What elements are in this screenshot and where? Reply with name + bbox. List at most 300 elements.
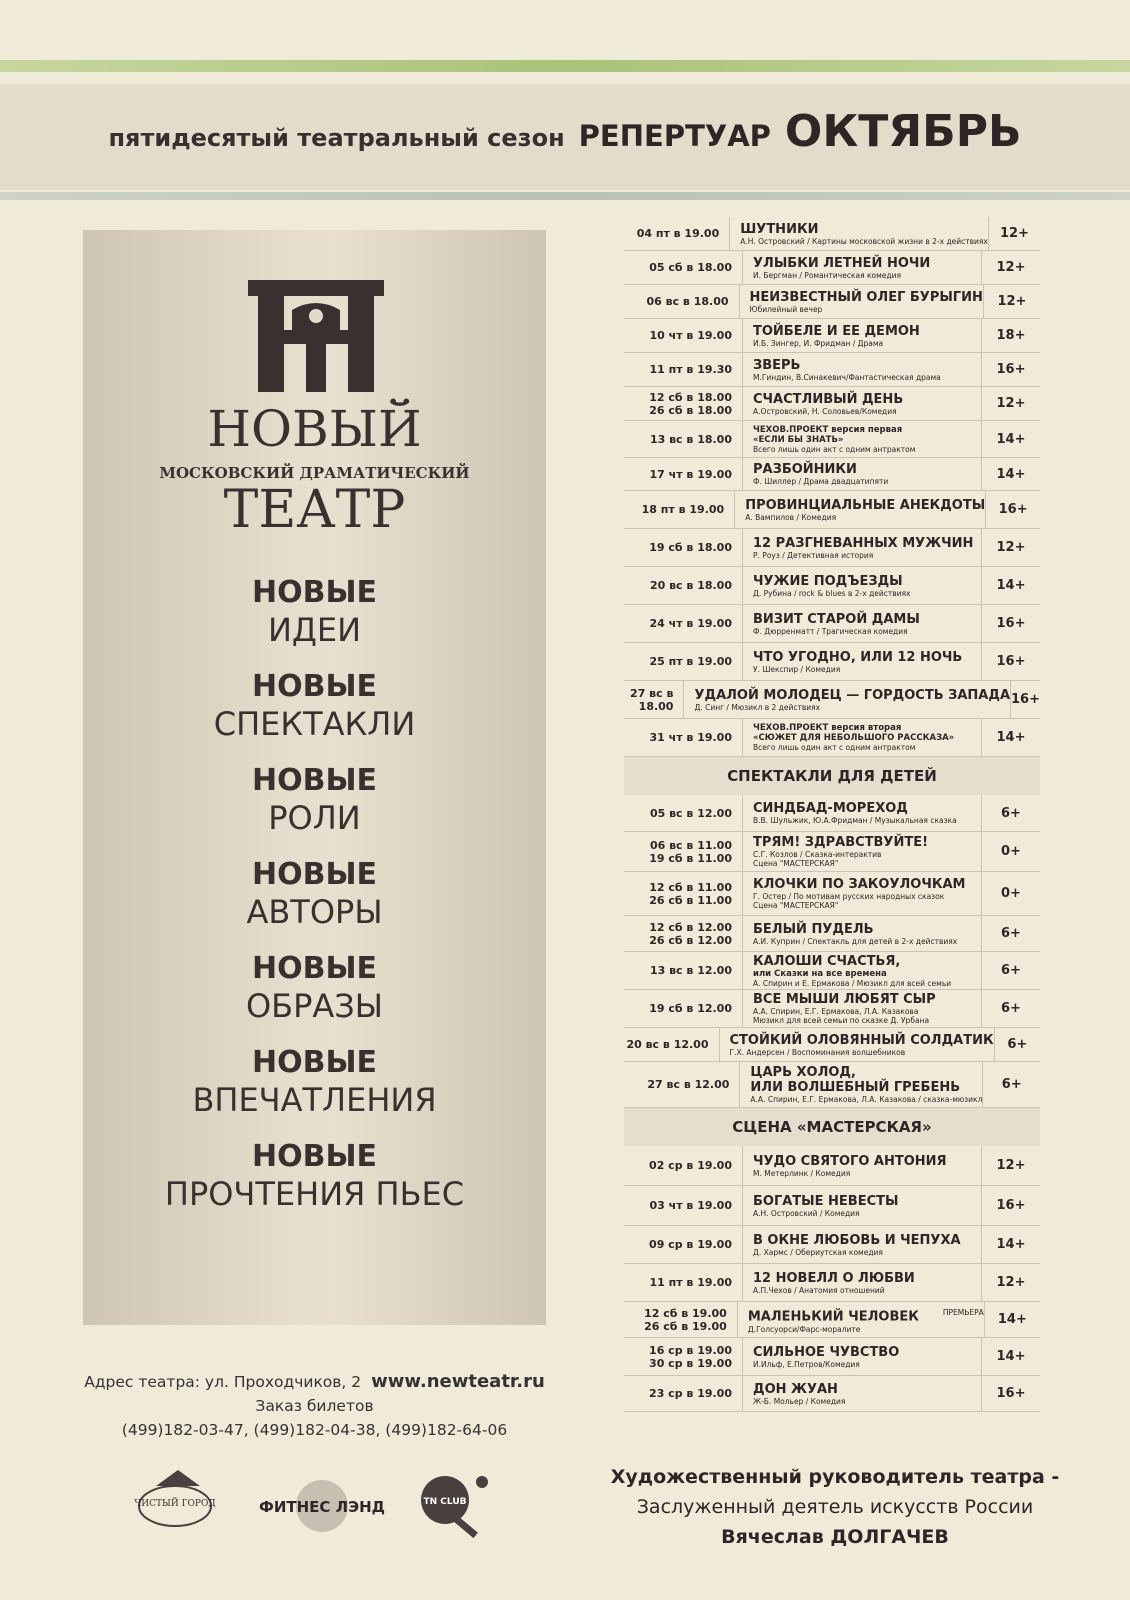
tn-club-logo-icon <box>421 1476 488 1538</box>
schedule-row <box>624 605 1040 643</box>
show-description: А. Спирин и Е. Ермакова / Мюзикл для всей семьи <box>753 978 952 988</box>
show-title-text: ВИЗИТ СТАРОЙ ДАМЫ <box>753 611 920 627</box>
show-description: Г. Остер / По мотивам русских народных сказок <box>753 892 945 901</box>
show-title-text: УДАЛОЙ МОЛОДЕЦ — ГОРДОСТЬ ЗАПАДА <box>694 687 1011 703</box>
show-dates <box>624 1028 719 1061</box>
show-dates <box>624 952 742 989</box>
show-description: М.Гиндин, В.Синакевич/Фантастическая драма <box>753 372 941 382</box>
show-description: А.Н. Островский / Комедия <box>753 1208 860 1218</box>
sponsor-logos <box>130 1460 530 1540</box>
slogan-word: ОБРАЗЫ <box>245 987 384 1025</box>
show-dates <box>624 458 742 490</box>
slogan-word: ВПЕЧАТЛЕНИЯ <box>192 1081 437 1119</box>
show-title-text: ШУТНИКИ <box>740 221 819 237</box>
show-info <box>739 285 984 318</box>
show-dates <box>624 1146 742 1185</box>
show-subtitle: или Сказки на все времена <box>753 968 887 979</box>
show-date: 13 вс в 12.00 <box>649 964 732 977</box>
show-title <box>753 462 981 477</box>
show-info <box>742 832 982 871</box>
show-title <box>753 1194 981 1209</box>
age-rating: 12+ <box>996 1158 1026 1173</box>
show-description: Ж-Б. Мольер / Комедия <box>753 1396 846 1406</box>
show-title-text: ЧУЖИЕ ПОДЪЕЗДЫ <box>753 573 903 589</box>
age-rating: 16+ <box>996 362 1026 377</box>
show-date: 18 пт в 19.00 <box>641 503 725 516</box>
show-dates <box>624 567 742 604</box>
schedule-row <box>624 1028 1040 1062</box>
theatre-name-line1: НОВЫЙ <box>207 400 422 458</box>
show-dates <box>624 529 742 566</box>
show-date: 16 ср в 19.00 <box>649 1343 732 1357</box>
show-title <box>730 1033 994 1048</box>
age-rating: 16+ <box>996 654 1026 669</box>
show-dates <box>624 1302 737 1337</box>
show-title-text: ТОЙБЕЛЕ И ЕЕ ДЕМОН <box>753 323 920 339</box>
show-title <box>753 536 981 551</box>
schedule-row <box>624 719 1040 757</box>
show-date: 27 вс в 12.00 <box>647 1078 730 1091</box>
show-title-text: БОГАТЫЕ НЕВЕСТЫ <box>753 1193 899 1209</box>
schedule-row <box>624 681 1040 719</box>
age-rating: 6+ <box>1001 963 1021 978</box>
slogan <box>83 669 546 763</box>
age-rating: 14+ <box>996 431 1026 447</box>
show-date: 10 чт в 19.00 <box>649 329 732 342</box>
schedule-row <box>624 990 1040 1028</box>
show-description: А.А. Спирин, Е.Г. Ермакова, Л.А. Казакова <box>753 1007 919 1016</box>
show-title <box>753 1345 981 1360</box>
show-description: И.Ильф, Е.Петров/Комедия <box>753 1359 860 1369</box>
slogan <box>83 857 546 951</box>
show-title-line2: ИЛИ ВОЛШЕБНЫЙ ГРЕБЕНЬ <box>750 1080 961 1095</box>
show-date: 03 чт в 19.00 <box>649 1199 732 1212</box>
slogan-bold: НОВЫЕ <box>251 857 378 892</box>
show-info <box>742 795 982 831</box>
address: Адрес театра: ул. Проходчиков, 2 <box>84 1373 362 1391</box>
schedule-row <box>624 421 1040 458</box>
show-date: 09 ср в 19.00 <box>649 1238 732 1251</box>
slogan-bold: НОВЫЕ <box>251 1139 378 1174</box>
show-title-text: НЕИЗВЕСТНЫЙ ОЛЕГ БУРЫГИН <box>749 289 983 305</box>
show-date: 12 сб в 18.00 <box>649 390 732 404</box>
show-title-text: МАЛЕНЬКИЙ ЧЕЛОВЕК <box>747 1309 919 1325</box>
show-description: А. Вампилов / Комедия <box>745 512 837 522</box>
slogan-word: СПЕКТАКЛИ <box>213 705 416 743</box>
show-description: А.П.Чехов / Анатомия отношений <box>753 1285 885 1295</box>
show-date: 26 сб в 12.00 <box>649 933 732 947</box>
slogan-word: ИДЕИ <box>267 611 362 649</box>
show-title <box>753 324 981 339</box>
slogan-bold: НОВЫЕ <box>251 669 378 704</box>
show-title <box>753 1154 981 1169</box>
show-subtitle: «СЮЖЕТ ДЛЯ НЕБОЛЬШОГО РАССКАЗА» <box>753 733 955 743</box>
show-description: С.Г. Козлов / Сказка-интерактив <box>753 850 882 859</box>
age-rating: 12+ <box>996 1275 1026 1290</box>
show-title-text: УЛЫБКИ ЛЕТНЕЙ НОЧИ <box>753 255 931 271</box>
slogan-bold: НОВЫЕ <box>251 575 378 610</box>
slogan <box>83 1139 546 1233</box>
age-rating: 14+ <box>996 578 1026 593</box>
show-date: 05 вс в 12.00 <box>649 806 732 820</box>
show-description: А.Н. Островский / Картины московской жизни в 2-х действиях <box>740 236 988 246</box>
show-info <box>742 1376 982 1411</box>
slogan <box>83 1045 546 1139</box>
slogan-word: ПРОЧТЕНИЯ ПЬЕС <box>164 1175 465 1213</box>
contacts <box>83 1370 546 1442</box>
slogan <box>83 951 546 1045</box>
show-info <box>719 1028 995 1061</box>
show-date: 25 пт в 19.00 <box>649 655 732 668</box>
show-description: Ф. Шиллер / Драма двадцатипяти <box>753 477 889 486</box>
show-title-text: КАЛОШИ СЧАСТЬЯ, <box>753 953 901 969</box>
director-honor: Заслуженный деятель искусств России <box>636 1496 1034 1518</box>
age-rating: 12+ <box>997 294 1027 309</box>
show-description: Всего лишь один акт с одним антрактом <box>753 444 916 454</box>
show-title-text: ЦАРЬ ХОЛОД, <box>750 1065 856 1080</box>
schedule-table <box>624 217 1040 1412</box>
show-dates <box>624 1062 739 1107</box>
age-rating: 14+ <box>996 466 1026 482</box>
show-title-text: ЗВЕРЬ <box>753 357 801 373</box>
show-title-text: СТОЙКИЙ ОЛОВЯННЫЙ СОЛДАТИК <box>729 1032 994 1048</box>
age-rating: 18+ <box>996 328 1026 343</box>
show-date: 20 вс в 12.00 <box>626 1038 709 1051</box>
show-description: Сцена "МАСТЕРСКАЯ" <box>753 859 839 868</box>
show-dates <box>624 1186 742 1225</box>
age-rating: 16+ <box>1011 692 1040 707</box>
schedule-row <box>624 1186 1040 1226</box>
schedule-row <box>624 1062 1040 1108</box>
slogan-bold: НОВЫЕ <box>251 763 378 798</box>
show-date: 13 вс в 18.00 <box>649 432 732 446</box>
show-title <box>745 498 985 513</box>
slogan-bold: НОВЫЕ <box>251 951 378 986</box>
show-title-text: СИЛЬНОЕ ЧУВСТВО <box>753 1344 900 1360</box>
show-subtitle: ЧЕХОВ.ПРОЕКТ версия первая <box>753 424 903 435</box>
poster-header <box>0 88 1130 178</box>
show-description: Д.Голсуорси/Фарс-моралите <box>747 1324 861 1334</box>
show-info <box>742 1264 982 1301</box>
show-date: 12 сб в 19.00 <box>644 1306 727 1320</box>
age-rating: 12+ <box>996 396 1026 411</box>
slogan <box>83 575 546 669</box>
show-description: В.В. Шульжик, Ю.А.Фридман / Музыкальная сказка <box>753 816 957 825</box>
show-description: Д. Рубина / rock & blues в 2-х действиях <box>753 588 911 598</box>
show-title <box>753 801 981 816</box>
age-rating: 16+ <box>996 616 1026 631</box>
show-date: 19 сб в 12.00 <box>649 1002 732 1015</box>
theatre-logo-icon <box>248 280 384 392</box>
schedule-row <box>624 1376 1040 1412</box>
age-rating: 12+ <box>996 540 1026 555</box>
show-description: Д. Хармс / Обериутская комедия <box>753 1247 883 1257</box>
show-info <box>742 353 982 386</box>
show-date: 05 сб в 18.00 <box>649 261 732 274</box>
age-rating: 12+ <box>996 260 1026 275</box>
show-dates <box>624 491 734 528</box>
show-info <box>742 952 982 989</box>
sponsor1-label: ЧИСТЫЙ ГОРОД <box>134 1499 216 1509</box>
show-dates <box>624 872 742 915</box>
show-date: 26 сб в 19.00 <box>644 1319 727 1333</box>
show-info <box>742 567 982 604</box>
schedule-row <box>624 1302 1040 1338</box>
show-title <box>753 1271 981 1286</box>
show-dates <box>624 285 739 318</box>
show-description: И. Бергман / Романтическая комедия <box>753 270 901 280</box>
schedule-row <box>624 872 1040 916</box>
age-rating: 0+ <box>1001 844 1021 859</box>
age-rating: 0+ <box>1001 886 1021 901</box>
slogan-bold: НОВЫЕ <box>251 1045 378 1080</box>
show-title-text: ТРЯМ! ЗДРАВСТВУЙТЕ! <box>753 835 929 850</box>
show-dates <box>624 421 742 457</box>
show-title-text: ЧУДО СВЯТОГО АНТОНИЯ <box>753 1153 947 1169</box>
tickets-label: Заказ билетов <box>255 1397 374 1415</box>
show-date: 19 сб в 11.00 <box>649 851 732 865</box>
show-info <box>742 990 982 1027</box>
show-description: Ф. Дюрренматт / Трагическая комедия <box>753 626 908 636</box>
schedule-row <box>624 567 1040 605</box>
show-description: Сцена "МАСТЕРСКАЯ" <box>753 901 839 910</box>
age-rating: 14+ <box>996 1349 1026 1364</box>
age-rating: 6+ <box>1001 926 1021 941</box>
show-title-text: ВСЕ МЫШИ ЛЮБЯТ СЫР <box>753 992 936 1007</box>
show-date: 26 сб в 11.00 <box>649 893 732 907</box>
schedule-row <box>624 952 1040 990</box>
show-date: 20 вс в 18.00 <box>649 579 732 592</box>
schedule-row <box>624 1146 1040 1186</box>
show-date: 12 сб в 12.00 <box>649 920 732 934</box>
show-info <box>742 605 982 642</box>
age-rating: 16+ <box>996 1386 1026 1401</box>
show-info <box>742 916 982 951</box>
show-description: Мюзикл для всей семьи по сказке Д. Урбана <box>753 1016 930 1025</box>
show-info <box>742 319 982 352</box>
show-title <box>753 877 981 892</box>
age-rating: 6+ <box>1007 1037 1028 1052</box>
show-date: 19 сб в 18.00 <box>649 541 732 554</box>
show-description: Г.Х. Андерсен / Воспоминания волшебников <box>729 1047 906 1057</box>
show-description: Д. Синг / Мюзикл в 2 действиях <box>694 702 821 712</box>
show-description: И.Б. Зингер, И. Фридман / Драма <box>753 338 884 348</box>
theatre-name-line2: МОСКОВСКИЙ ДРАМАТИЧЕСКИЙ <box>159 464 470 482</box>
show-date: 24 чт в 19.00 <box>649 617 732 630</box>
show-title-text: БЕЛЫЙ ПУДЕЛЬ <box>753 921 874 937</box>
studio-section-title: СЦЕНА «МАСТЕРСКАЯ» <box>624 1108 1040 1146</box>
premiere-badge: ПРЕМЬЕРА <box>942 1308 984 1318</box>
show-dates <box>624 1376 742 1411</box>
show-title <box>748 1305 984 1324</box>
show-date: 06 вс в 18.00 <box>646 295 729 308</box>
show-info <box>683 681 1011 718</box>
show-title-text: В ОКНЕ ЛЮБОВЬ И ЧЕПУХА <box>753 1232 961 1248</box>
show-title <box>753 650 981 665</box>
show-title-text: ДОН ЖУАН <box>753 1381 838 1397</box>
schedule-row <box>624 643 1040 681</box>
schedule-row <box>624 458 1040 491</box>
show-info <box>742 251 982 284</box>
show-info <box>742 643 982 680</box>
show-title-text: СЧАСТЛИВЫЙ ДЕНЬ <box>753 391 904 407</box>
show-title <box>753 922 981 937</box>
age-rating: 6+ <box>1001 1001 1021 1016</box>
schedule-row <box>624 916 1040 952</box>
show-description: Всего лишь один акт с одним антрактом <box>753 743 916 752</box>
show-dates <box>624 1338 742 1375</box>
schedule-row <box>624 251 1040 285</box>
age-rating: 6+ <box>1001 805 1021 821</box>
repertoire-label: РЕПЕРТУАР <box>578 119 771 153</box>
schedule-row <box>624 353 1040 387</box>
show-description: Р. Роуз / Детективная история <box>753 550 874 560</box>
clean-city-logo-icon <box>134 1470 215 1526</box>
show-dates <box>624 719 742 756</box>
show-dates <box>624 1226 742 1263</box>
schedule-row <box>624 795 1040 832</box>
show-date: 31 чт в 19.00 <box>649 731 732 744</box>
slogan-word: АВТОРЫ <box>246 893 383 931</box>
show-title-text: СИНДБАД-МОРЕХОД <box>753 801 908 816</box>
show-date: 17 чт в 19.00 <box>649 467 732 481</box>
show-title <box>753 1382 981 1397</box>
slogan-word: РОЛИ <box>268 799 361 837</box>
show-date: 12 сб в 11.00 <box>649 880 732 894</box>
show-title <box>753 1233 981 1248</box>
website-link[interactable]: www.newteatr.ru <box>371 1371 545 1392</box>
show-dates <box>624 251 742 284</box>
director-title: Художественный руководитель театра - <box>610 1466 1060 1488</box>
show-description: А.И. Куприн / Спектакль для детей в 2-х действиях <box>753 936 958 946</box>
show-title <box>753 256 981 271</box>
show-date: 11 пт в 19.00 <box>649 1276 732 1289</box>
show-info <box>742 421 982 457</box>
show-info <box>742 458 982 490</box>
show-info <box>742 1226 982 1263</box>
director-credit <box>565 1462 1105 1552</box>
show-title <box>750 1065 982 1080</box>
schedule-row <box>624 1264 1040 1302</box>
show-info <box>742 529 982 566</box>
age-rating: 14+ <box>996 1237 1026 1252</box>
show-title-text: КЛОЧКИ ПО ЗАКОУЛОЧКАМ <box>753 877 966 892</box>
schedule-row <box>624 832 1040 872</box>
show-date: 26 сб в 18.00 <box>649 403 732 417</box>
director-name: Вячеслав ДОЛГАЧЕВ <box>721 1526 949 1548</box>
show-title <box>753 835 981 850</box>
show-dates <box>624 605 742 642</box>
show-date: 04 пт в 19.00 <box>636 227 720 240</box>
show-title <box>694 688 1010 703</box>
sponsor3-label: TN CLUB <box>423 1497 467 1507</box>
show-info <box>729 217 989 250</box>
show-date: 06 вс в 11.00 <box>649 838 732 852</box>
slogan <box>83 763 546 857</box>
header-bottom-stripe <box>0 192 1130 200</box>
show-title-text: 12 РАЗГНЕВАННЫХ МУЖЧИН <box>753 535 974 551</box>
phone-numbers: (499)182-03-47, (499)182-04-38, (499)182-64-06 <box>121 1421 508 1439</box>
kids-section-title: СПЕКТАКЛИ ДЛЯ ДЕТЕЙ <box>624 757 1040 795</box>
show-dates <box>624 916 742 951</box>
show-title <box>753 954 981 969</box>
age-rating: 14+ <box>996 730 1026 745</box>
age-rating: 6+ <box>1001 1077 1022 1092</box>
show-dates <box>624 1264 742 1301</box>
show-title <box>753 612 981 627</box>
schedule-row <box>624 529 1040 567</box>
show-description: Юбилейный вечер <box>749 304 823 314</box>
show-dates <box>624 643 742 680</box>
show-dates <box>624 681 683 718</box>
show-date: 02 ср в 19.00 <box>649 1159 732 1172</box>
show-title <box>750 290 983 305</box>
show-description: А.А. Спирин, Е.Г. Ермакова, Л.А. Казакова / сказка-мюзикл <box>750 1095 983 1104</box>
show-description: А.Островский, Н. Соловьев/Комедия <box>753 406 897 416</box>
show-info <box>737 1302 985 1337</box>
show-title <box>753 992 981 1007</box>
schedule-row <box>624 217 1040 251</box>
schedule-row <box>624 387 1040 421</box>
age-rating: 14+ <box>997 1312 1027 1327</box>
address-line <box>83 1370 546 1394</box>
schedule-row <box>624 1226 1040 1264</box>
show-date: 30 ср в 19.00 <box>649 1356 732 1370</box>
show-title-text: ЧТО УГОДНО, ИЛИ 12 НОЧЬ <box>753 649 963 665</box>
schedule-row <box>624 491 1040 529</box>
show-info <box>742 387 982 420</box>
show-dates <box>624 319 742 352</box>
show-dates <box>624 353 742 386</box>
show-info <box>742 719 982 756</box>
age-rating: 16+ <box>998 502 1028 517</box>
show-info <box>734 491 986 528</box>
show-title <box>753 574 981 589</box>
schedule-row <box>624 1338 1040 1376</box>
show-date: 23 ср в 19.00 <box>649 1387 732 1400</box>
show-title <box>740 222 988 237</box>
show-description: У. Шекспир / Комедия <box>753 664 841 674</box>
show-dates <box>624 832 742 871</box>
show-dates <box>624 795 742 831</box>
show-dates <box>624 217 729 250</box>
show-info <box>742 1338 982 1375</box>
show-info <box>742 1146 982 1185</box>
theatre-name-line3: ТЕАТР <box>223 480 406 540</box>
slogans <box>83 575 546 1233</box>
show-title-text: ПРОВИНЦИАЛЬНЫЕ АНЕКДОТЫ <box>745 497 986 513</box>
month-title: ОКТЯБРЬ <box>784 106 1022 157</box>
fitness-land-logo-icon <box>259 1480 385 1532</box>
show-dates <box>624 387 742 420</box>
show-date: 27 вс в 18.00 <box>630 686 674 713</box>
show-title <box>753 358 981 373</box>
show-title <box>753 392 981 407</box>
schedule-row <box>624 285 1040 319</box>
age-rating: 12+ <box>999 226 1029 241</box>
season-subtitle: пятидесятый театральный сезон <box>108 124 565 152</box>
show-subtitle: «ЕСЛИ БЫ ЗНАТЬ» <box>753 434 844 445</box>
show-info <box>739 1062 983 1107</box>
age-rating: 16+ <box>996 1198 1026 1213</box>
show-title-text: РАЗБОЙНИКИ <box>753 462 857 477</box>
sponsor2-label: ФИТНЕС ЛЭНД <box>258 1498 386 1516</box>
show-description: М. Метерлинк / Комедия <box>753 1168 851 1178</box>
show-subtitle: ЧЕХОВ.ПРОЕКТ версия вторая <box>753 723 902 733</box>
show-title-text: 12 НОВЕЛЛ О ЛЮБВИ <box>753 1270 915 1286</box>
show-dates <box>624 990 742 1027</box>
show-info <box>742 872 982 915</box>
